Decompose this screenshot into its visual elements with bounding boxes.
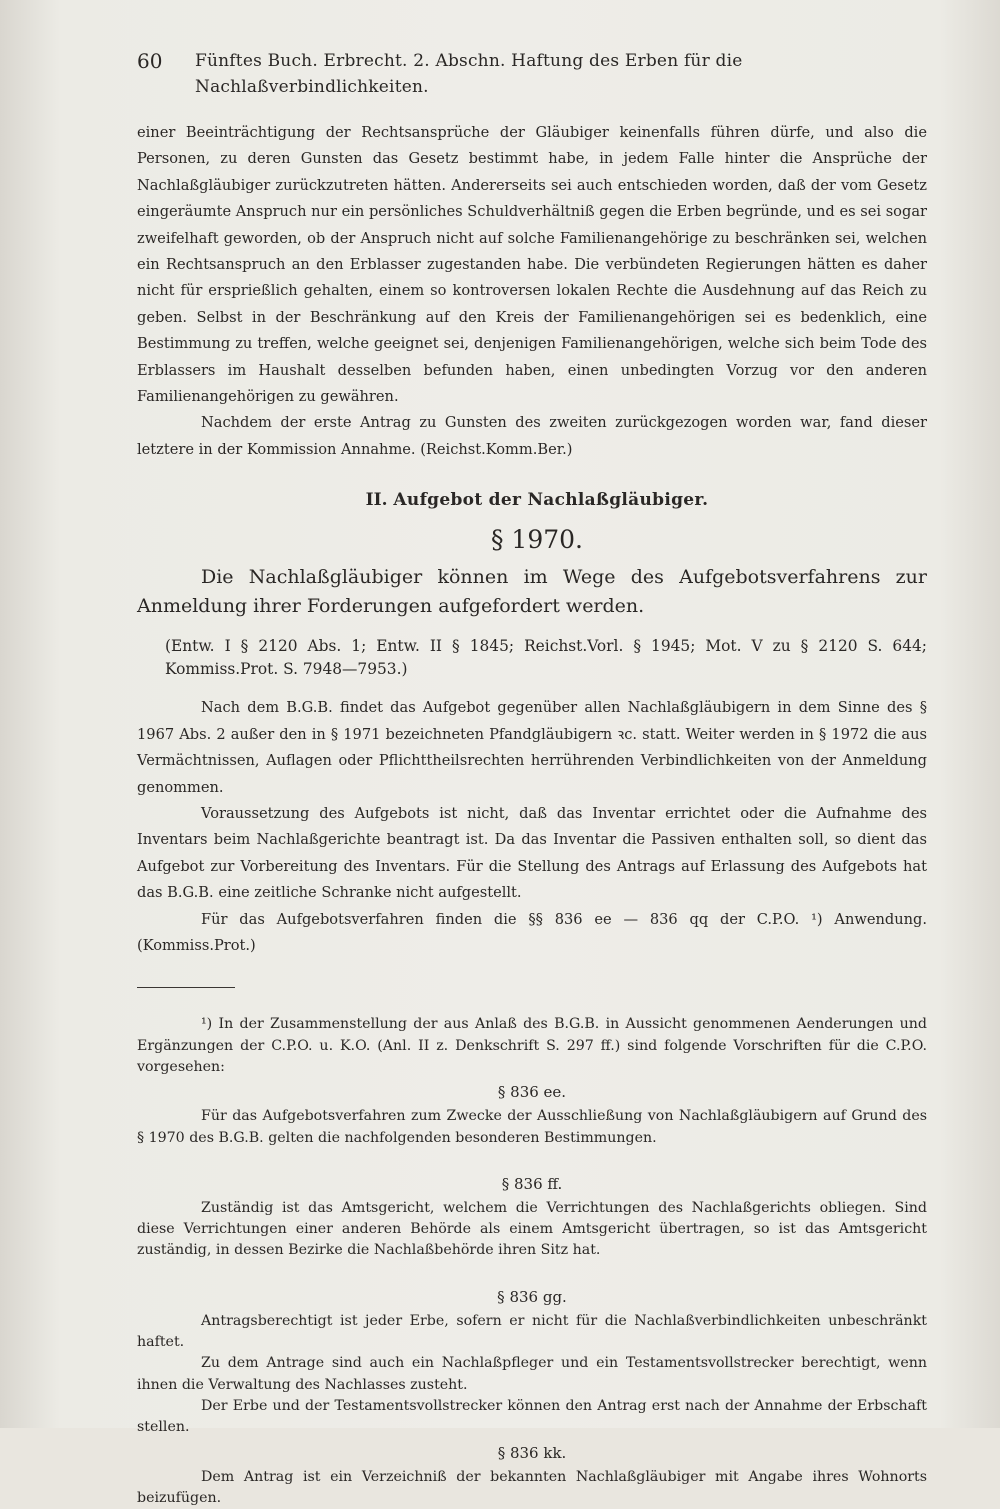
running-title: Fünftes Buch. Erbrecht. 2. Abschn. Haftung des Erben für die Nachlaßverbindlichkeiten. (195, 48, 927, 100)
commentary-paragraph-1: Nach dem B.G.B. findet das Aufgebot gegenüber allen Nachlaßgläubigern in dem Sinne des § 1967 Abs. 2 außer den in § 1971 bezeichneten Pfandgläubigern ꝛc. statt. Weiter werden in § 1972 die aus Vermächtnissen, Auflagen oder Pflichttheilsrechten herrührenden Verbindlichkeiten von der Anmeldung genommen. (137, 695, 927, 801)
section-number: II. (366, 490, 388, 510)
footnote-heading-836gg: § 836 gg. (137, 1286, 927, 1308)
paragraph-heading: § 1970. (147, 523, 927, 557)
running-header (137, 48, 927, 100)
intro-paragraph-1: einer Beeinträchtigung der Rechtsansprüche der Gläubiger keinenfalls führen dürfe, und also die Personen, zu deren Gunsten das Gesetz bestimmt habe, in jedem Falle hinter die Ansprüche der Nachlaßgläubiger zurückzutreten hätten. Andererseits sei auch entschieden worden, daß der vom Gesetz eingeräumte Anspruch nur ein persönliches Schuldverhältniß gegen die Erben begründe, und es sei sogar zweifelhaft geworden, ob der Anspruch nicht auf solche Familienangehörige zu beschränken sei, welchen ein Rechtsanspruch an den Erblasser zugestanden habe. Die verbündeten Regierungen hätten es daher nicht für ersprießlich gehalten, einem so kontroversen lokalen Rechte die Ausdehnung auf das Reich zu geben. Selbst in der Beschränkung auf den Kreis der Familienangehörigen sei es bedenklich, eine Bestimmung zu treffen, welche geeignet sei, denjenigen Familienangehörigen, welche sich beim Tode des Erblassers im Haushalt desselben befunden haben, einen unbedingten Vorzug vor den anderen Familienangehörigen zu gewähren. (137, 120, 927, 410)
section-heading (147, 487, 927, 513)
page-content (137, 48, 927, 1509)
intro-paragraph-2: Nachdem der erste Antrag zu Gunsten des zweiten zurückgezogen worden war, fand dieser letztere in der Kommission Annahme. (Reichst.Komm.Ber.) (137, 410, 927, 463)
page-number: 60 (137, 48, 195, 100)
footnote-text-836gg-1: Antragsberechtigt ist jeder Erbe, sofern er nicht für die Nachlaßverbindlichkeiten unbeschränkt haftet. (137, 1311, 927, 1354)
references: (Entw. I § 2120 Abs. 1; Entw. II § 1845; Reichst.Vorl. § 1945; Mot. V zu § 2120 S. 644; Kommiss.Prot. S. 7948—7953.) (165, 635, 927, 681)
footnote-text-836ee: Für das Aufgebotsverfahren zum Zwecke der Ausschließung von Nachlaßgläubigern auf Grund des § 1970 des B.G.B. gelten die nachfolgenden besonderen Bestimmungen. (137, 1106, 927, 1149)
footnote-text-836gg-3: Der Erbe und der Testamentsvollstrecker können den Antrag erst nach der Annahme der Erbschaft stellen. (137, 1396, 927, 1439)
commentary-paragraph-3: Für das Aufgebotsverfahren finden die §§ 836 ee — 836 qq der C.P.O. ¹) Anwendung. (Kommiss.Prot.) (137, 907, 927, 960)
commentary-paragraph-2: Voraussetzung des Aufgebots ist nicht, daß das Inventar errichtet oder die Aufnahme des Inventars beim Nachlaßgerichte beantragt ist. Da das Inventar die Passiven enthalten soll, so dient das Aufgebot zur Vorbereitung des Inventars. Für die Stellung des Antrags auf Erlassung des Aufgebots hat das B.G.B. eine zeitliche Schranke nicht aufgestellt. (137, 801, 927, 907)
footnote-heading-836kk: § 836 kk. (137, 1442, 927, 1464)
section-title: Aufgebot der Nachlaßgläubiger. (393, 490, 708, 510)
footnote-text-836kk: Dem Antrag ist ein Verzeichniß der bekannten Nachlaßgläubiger mit Angabe ihres Wohnorts beizufügen. (137, 1467, 927, 1509)
footnote-heading-836ee: § 836 ee. (137, 1081, 927, 1103)
law-text: Die Nachlaßgläubiger können im Wege des Aufgebotsverfahrens zur Anmeldung ihrer Forderungen aufgefordert werden. (137, 563, 927, 621)
footnote-heading-836ff: § 836 ff. (137, 1173, 927, 1195)
footnote-text-836gg-2: Zu dem Antrage sind auch ein Nachlaßpfleger und ein Testamentsvollstrecker berechtigt, wenn ihnen die Verwaltung des Nachlasses zusteht. (137, 1353, 927, 1396)
footnote-intro: ¹) In der Zusammenstellung der aus Anlaß des B.G.B. in Aussicht genommenen Aenderungen und Ergänzungen der C.P.O. u. K.O. (Anl. II z. Denkschrift S. 297 ff.) sind folgende Vorschriften für die C.P.O. vorgesehen: (137, 1014, 927, 1078)
footnote-separator (137, 987, 235, 988)
footnote-text-836ff: Zuständig ist das Amtsgericht, welchem die Verrichtungen des Nachlaßgerichts obliegen. Sind diese Verrichtungen einer anderen Behörde als einem Amtsgericht übertragen, so ist das Amtsgericht zuständig, in dessen Bezirke die Nachlaßbehörde ihren Sitz hat. (137, 1198, 927, 1262)
